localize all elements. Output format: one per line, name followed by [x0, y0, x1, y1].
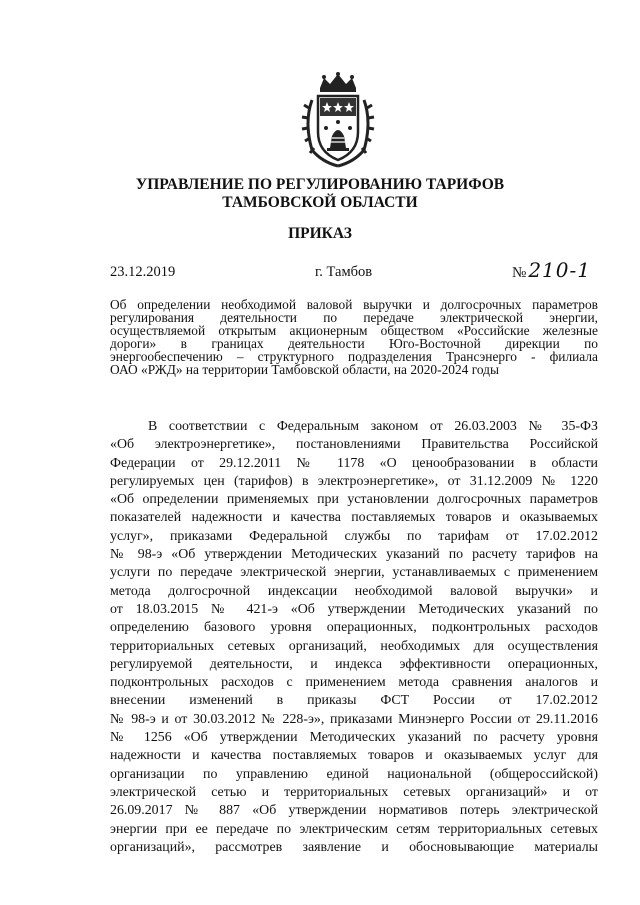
handwritten-number: 210-1	[528, 258, 591, 282]
body-line: показателей надежности и качества поставляемых товаров и оказываемых	[110, 510, 598, 526]
body-line: «Об электроэнергетике», постановлениями Правительства Российской	[110, 437, 598, 453]
document-city: г. Тамбов	[315, 264, 373, 280]
body-line: территориальных сетевых организаций, необходимых для осуществления	[110, 638, 598, 654]
body-line: энергии при ее передаче по электрическим сетям территориальных сетевых	[110, 821, 598, 837]
body-line: № 98-э и от 30.03.2012 № 228-э», приказами Минэнерго России от 29.11.2016	[110, 711, 598, 727]
body-line: В соответствии с Федеральным законом от 26.03.2003 № 35-ФЗ	[148, 419, 598, 434]
document-number	[512, 258, 591, 282]
organization-title-line1: УПРАВЛЕНИЕ ПО РЕГУЛИРОВАНИЮ ТАРИФОВ	[135, 176, 505, 193]
subject-line: осуществляемой открытым акционерным обществом «Российские железные	[110, 323, 598, 338]
body-line: метода долгосрочной индексации необходимой валовой выручки» и	[110, 583, 598, 599]
subject-line: энергообеспечению – структурного подразделения Трансэнерго - филиала	[110, 349, 598, 364]
tambov-coat-of-arms-icon	[300, 72, 376, 168]
body-line: надежности и качества поставляемых товаров и оказываемых услуг для	[110, 748, 598, 764]
body-line: «Об определении применяемых при установлении долгосрочных параметров	[110, 492, 598, 508]
organization-title-line2: ТАМБОВСКОЙ ОБЛАСТИ	[222, 194, 418, 211]
body-line: организации по управлению единой национальной (общероссийской)	[110, 766, 598, 782]
document-date: 23.12.2019	[110, 264, 176, 280]
body-line: регулируемых цен (тарифов) в электроэнергетике», от 31.12.2009 № 1220	[110, 473, 598, 489]
document-type-heading: ПРИКАЗ	[288, 225, 352, 242]
body-line: Федерации от 29.12.2011 № 1178 «О ценообразовании в области	[110, 455, 598, 471]
number-sign: №	[512, 265, 527, 281]
body-line: № 98-э «Об утверждении Методических указаний по расчету тарифов на	[110, 547, 598, 563]
body-line: подконтрольных расходов с применением метода сравнения аналогов и	[110, 675, 598, 691]
subject-line: ОАО «РЖД» на территории Тамбовской области, на 2020-2024 годы	[110, 362, 499, 377]
body-line: 26.09.2017 № 887 «Об утверждении нормативов потерь электрической	[110, 803, 598, 819]
body-line: от 18.03.2015 № 421-э «Об утверждении Методических указаний по	[110, 601, 598, 617]
body-line: электрической сетью и территориальных сетевых организаций» и от	[110, 784, 598, 800]
order-subject	[110, 298, 598, 376]
body-line: регулируемой деятельности, и индекса эффективности операционных,	[110, 656, 598, 672]
subject-line: дороги» в границах деятельности Юго-Восточной дирекции по	[110, 336, 598, 351]
order-body	[110, 418, 598, 857]
subject-line: регулирования деятельности по передаче электрической энергии,	[110, 310, 598, 325]
body-line: № 1256 «Об утверждении Методических указаний по расчету уровня	[110, 730, 598, 746]
body-line: услуг», приказами Федеральной службы по тарифам от 17.02.2012	[110, 528, 598, 544]
body-line: услуги по передаче электрической энергии, устанавливаемых с применением	[110, 565, 598, 581]
body-line: организаций», рассмотрев заявление и обосновывающие материалы	[110, 839, 598, 855]
body-line: определению базового уровня операционных, подконтрольных расходов	[110, 620, 598, 636]
subject-line: Об определении необходимой валовой выручки и долгосрочных параметров	[110, 297, 598, 312]
body-line: внесении изменений в приказы ФСТ России от 17.02.2012	[110, 693, 598, 709]
